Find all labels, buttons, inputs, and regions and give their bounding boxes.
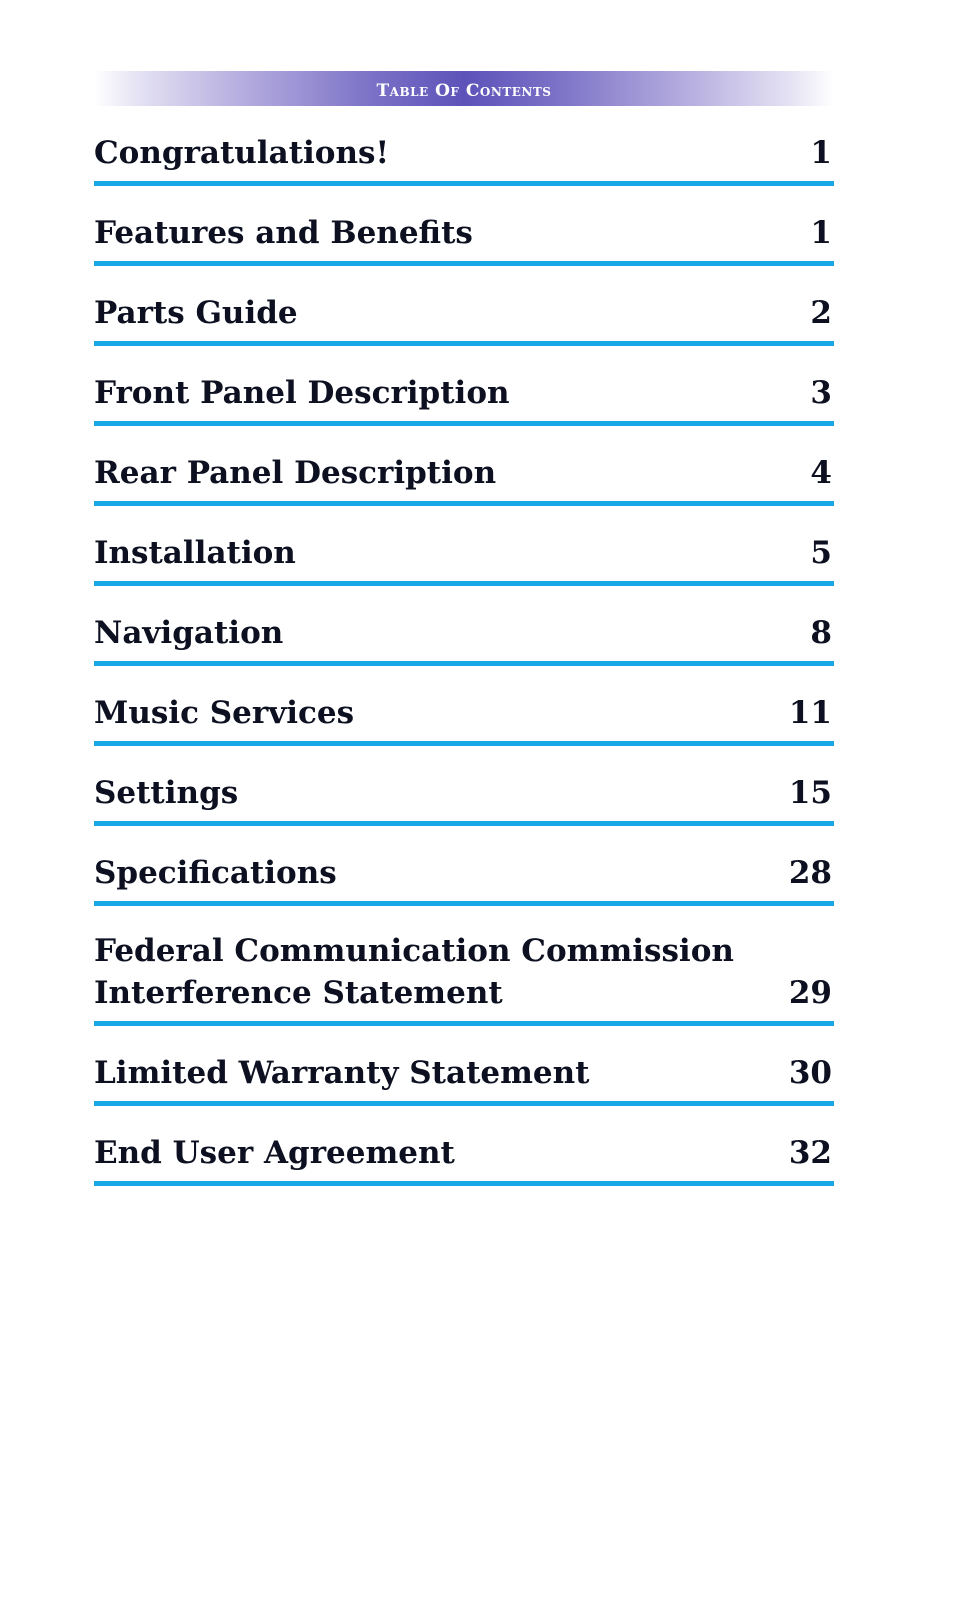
toc-entry-congratulations[interactable] xyxy=(94,106,834,186)
toc-entry-title: Limited Warranty Statement xyxy=(94,1055,590,1091)
toc-entry-title-line-1: Federal Communication Commission xyxy=(94,933,734,969)
toc-entry-title: Front Panel Description xyxy=(94,375,510,411)
toc-entry-page-number: 15 xyxy=(788,775,832,811)
toc-entry-limited-warranty-statement[interactable] xyxy=(94,1026,834,1106)
toc-entry-title: Music Services xyxy=(94,695,355,731)
toc-entry-music-services[interactable] xyxy=(94,666,834,746)
toc-entry-page-number: 32 xyxy=(788,1135,832,1171)
toc-entry-specifications[interactable] xyxy=(94,826,834,906)
toc-entry-page-number: 8 xyxy=(810,615,832,651)
toc-entry-front-panel-description[interactable] xyxy=(94,346,834,426)
toc-entry-installation[interactable] xyxy=(94,506,834,586)
toc-entry-page-number: 1 xyxy=(810,135,832,171)
toc-entry-features-and-benefits[interactable] xyxy=(94,186,834,266)
toc-entry-fcc-interference-statement[interactable] xyxy=(94,906,834,1026)
toc-entry-page-number: 2 xyxy=(810,295,832,331)
toc-entry-title-line-2: Interference Statement xyxy=(94,975,503,1011)
divider xyxy=(94,1181,834,1186)
toc-entry-page-number: 1 xyxy=(810,215,832,251)
toc-entry-page-number: 3 xyxy=(810,375,832,411)
toc-entry-title xyxy=(94,930,734,1014)
toc-list xyxy=(94,106,834,1186)
toc-entry-title: Features and Benefits xyxy=(94,215,473,251)
toc-entry-parts-guide[interactable] xyxy=(94,266,834,346)
toc-entry-page-number: 5 xyxy=(810,535,832,571)
toc-entry-navigation[interactable] xyxy=(94,586,834,666)
toc-entry-title: Settings xyxy=(94,775,239,811)
toc-entry-settings[interactable] xyxy=(94,746,834,826)
toc-entry-rear-panel-description[interactable] xyxy=(94,426,834,506)
toc-entry-page-number: 28 xyxy=(788,855,832,891)
page-title: Table Of Contents xyxy=(376,80,552,101)
toc-entry-title: Installation xyxy=(94,535,296,571)
toc-entry-title: Navigation xyxy=(94,615,284,651)
toc-entry-title: Specifications xyxy=(94,855,337,891)
toc-entry-title: Parts Guide xyxy=(94,295,298,331)
toc-entry-title: Congratulations! xyxy=(94,135,390,171)
toc-entry-page-number: 4 xyxy=(810,455,832,491)
toc-entry-page-number: 30 xyxy=(788,1055,832,1091)
toc-entry-page-number: 11 xyxy=(788,695,832,731)
toc-entry-title: Rear Panel Description xyxy=(94,455,497,491)
toc-entry-page-number: 29 xyxy=(788,975,832,1011)
toc-entry-end-user-agreement[interactable] xyxy=(94,1106,834,1186)
toc-header-banner xyxy=(94,71,834,106)
toc-entry-title: End User Agreement xyxy=(94,1135,455,1171)
